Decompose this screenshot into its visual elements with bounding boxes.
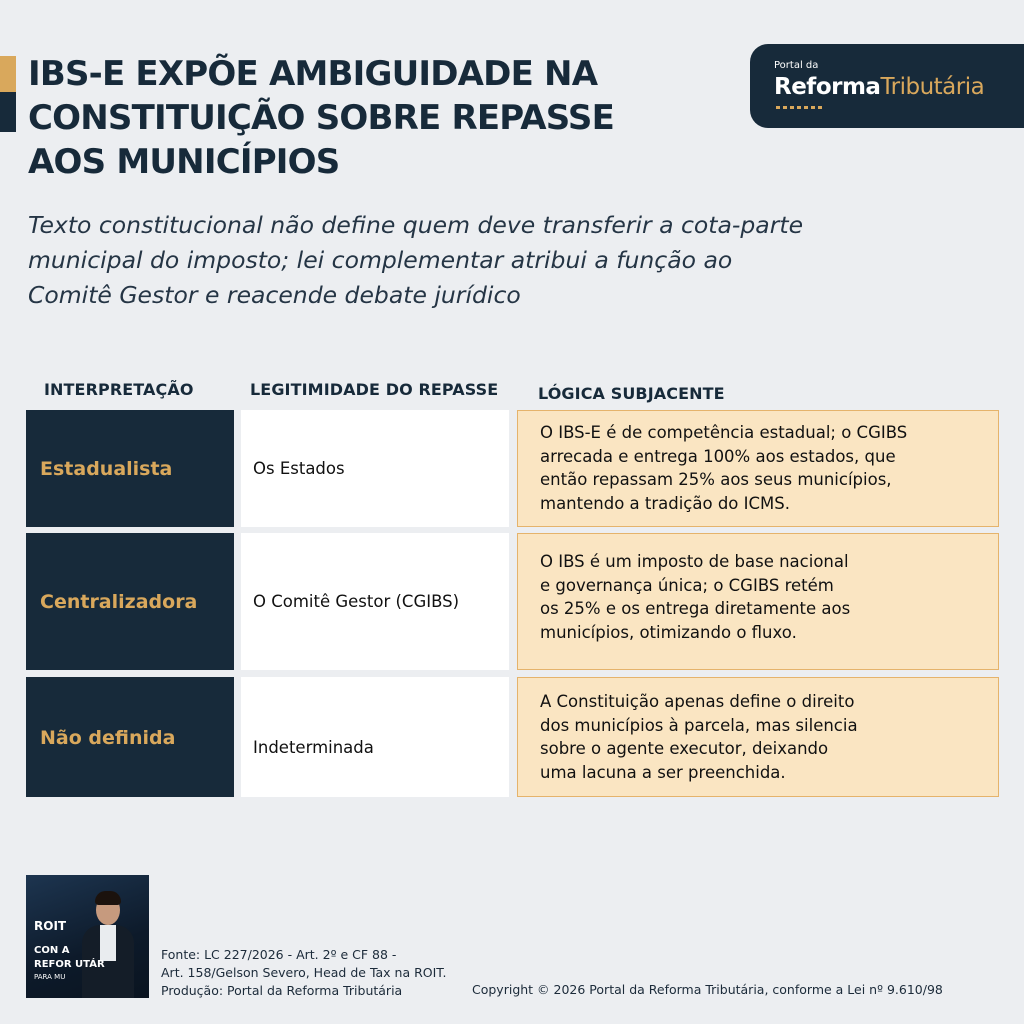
legitimacy-value: Indeterminada [253, 738, 374, 757]
accent-bar-navy [0, 92, 16, 132]
interpretation-label: Centralizadora [40, 590, 198, 613]
subtitle-line: Comitê Gestor e reacende debate jurídico [28, 281, 521, 309]
accent-bar-gold [0, 56, 16, 92]
photo-logo-text: ROIT [34, 919, 67, 933]
logo-small-text: Portal da [774, 60, 819, 71]
table-cell-logic [517, 410, 999, 527]
logo-wordmark [774, 74, 984, 100]
logo-dots-decoration [776, 106, 822, 109]
legitimacy-value: O Comitê Gestor (CGIBS) [253, 592, 460, 611]
logic-line: então repassam 25% aos seus municípios, [540, 470, 892, 489]
title-line: CONSTITUIÇÃO SOBRE REPASSE [28, 98, 615, 138]
logic-line: arrecada e entrega 100% aos estados, que [540, 446, 896, 466]
column-header-logic: LÓGICA SUBJACENTE [538, 384, 725, 403]
interpretation-label: Estadualista [40, 457, 173, 480]
table-row-label [26, 677, 234, 797]
source-line: Fonte: LC 227/2026 - Art. 2º e CF 88 - [161, 947, 397, 962]
table-cell-legitimacy [241, 677, 509, 797]
logic-line: dos municípios à parcela, mas silencia [540, 715, 858, 735]
table-cell-logic [517, 533, 999, 670]
photo-banner-line: CON A [34, 945, 70, 956]
logic-line: municípios, otimizando o fluxo. [540, 622, 797, 642]
logic-line: os 25% e os entrega diretamente aos [540, 599, 851, 618]
table-row-label [26, 410, 234, 527]
column-header-legitimacy: LEGITIMIDADE DO REPASSE [250, 380, 499, 399]
legitimacy-value: Os Estados [253, 459, 345, 478]
source-line: Produção: Portal da Reforma Tributária [161, 983, 403, 998]
logic-line: O IBS é um imposto de base nacional [540, 552, 849, 571]
title-line: IBS-E EXPÕE AMBIGUIDADE NA [28, 54, 598, 94]
brand-logo [750, 44, 1024, 128]
photo-banner-line: PARA MU [34, 973, 66, 981]
page-title [28, 52, 708, 184]
presenter-photo [26, 875, 149, 998]
logic-line: sobre o agente executor, deixando [540, 739, 829, 758]
subtitle-line: Texto constitucional não define quem deve transferir a cota-parte [28, 211, 804, 239]
page-subtitle [28, 208, 1008, 313]
logic-line: O IBS-E é de competência estadual; o CGIBS [540, 423, 908, 442]
footer-copyright: Copyright © 2026 Portal da Reforma Tributária, conforme a Lei nº 9.610/98 [472, 982, 943, 997]
logic-line: uma lacuna a ser preenchida. [540, 762, 786, 782]
logic-line: A Constituição apenas define o direito [540, 692, 855, 711]
logic-line: mantendo a tradição do ICMS. [540, 493, 790, 513]
subtitle-line: municipal do imposto; lei complementar atribui a função ao [28, 246, 733, 274]
interpretation-label: Não definida [40, 727, 176, 749]
table-cell-logic [517, 677, 999, 797]
logo-light-text: Tributária [880, 74, 985, 100]
table-cell-legitimacy [241, 410, 509, 527]
photo-hair-shape [95, 891, 121, 905]
footer-source [161, 946, 446, 1000]
logic-line: e governança única; o CGIBS retém [540, 575, 834, 595]
table-cell-legitimacy [241, 533, 509, 670]
table-row-label [26, 533, 234, 670]
title-line: AOS MUNICÍPIOS [28, 142, 340, 182]
source-line: Art. 158/Gelson Severo, Head de Tax na ROIT. [161, 965, 447, 980]
photo-shirt-shape [100, 925, 116, 961]
photo-banner-line: REFOR UTÁR [34, 959, 105, 970]
column-header-interpretation: INTERPRETAÇÃO [44, 380, 194, 399]
logo-bold-text: Reforma [774, 74, 881, 100]
